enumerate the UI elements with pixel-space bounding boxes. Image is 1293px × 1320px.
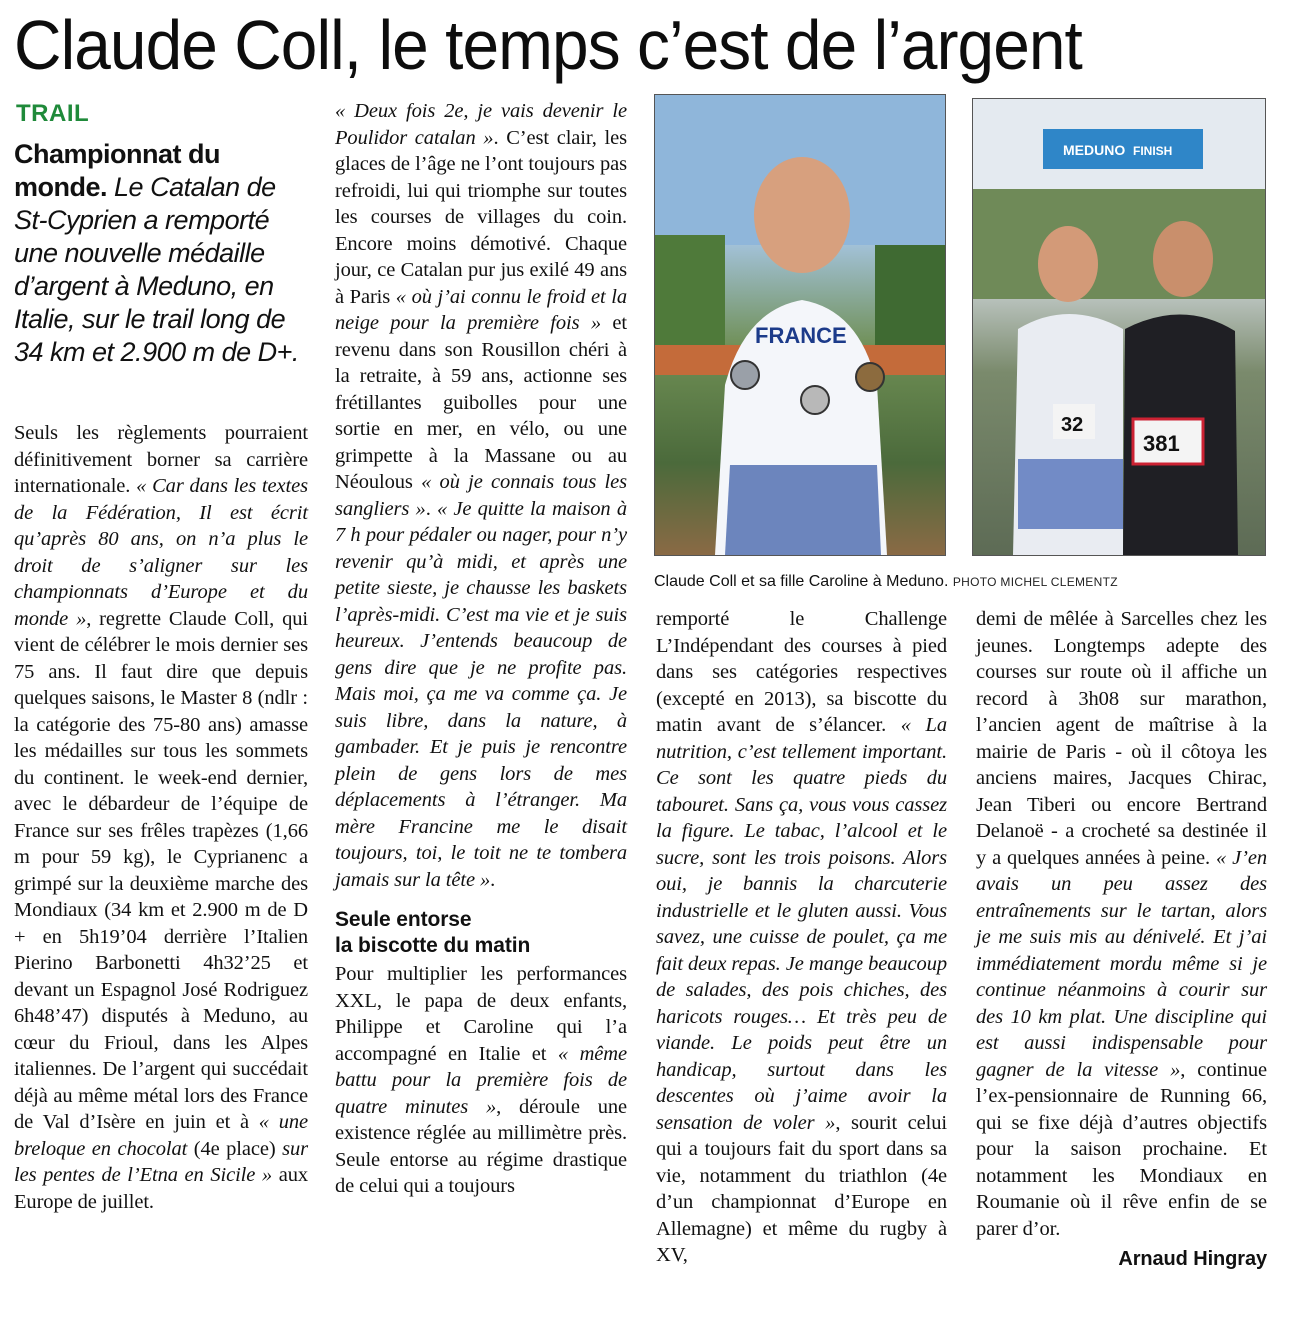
photo-claude-coll-and-caroline xyxy=(972,98,1266,556)
quote: « J’en avais un peu assez des entraînements sur le tartan, alors je me suis mis au dénivelé. Et j’ai immédiatement mordu même si je continue néanmoins à courir sur des 10 km plat. Une discipline qui est aussi indispensable pour gagner de la vitesse » xyxy=(976,846,1267,1081)
text-run: . C’est clair, les glaces de l’âge ne l’ont toujours pas refroidi, lui qui triomphe sur toutes les courses de villages du coin. Encore moins démotivé. Chaque jour, ce Catalan pur jus exilé 49 ans à Paris xyxy=(335,126,627,308)
text-run: , déroule une existence réglée au millimètre près. Seule entorse au régime drastique de celui qui a toujours xyxy=(335,1095,627,1197)
arch-text: MEDUNO xyxy=(1063,142,1126,158)
subheading-line: Seule entorse xyxy=(335,908,472,931)
article-column-3 xyxy=(656,606,947,1269)
paragraph xyxy=(335,961,627,1200)
text-run: Pour multiplier les performances XXL, le papa de deux enfants, Philippe et Caroline qui l’a accompagné en Italie et xyxy=(335,963,627,1065)
article-column-4 xyxy=(976,606,1267,1273)
headline: Claude Coll, le temps c’est de l’argent xyxy=(14,6,1082,84)
author-signature: Arnaud Hingray xyxy=(1118,1248,1267,1270)
standfirst xyxy=(14,138,314,369)
text-run: (4e place) xyxy=(187,1137,283,1160)
quote: « où j’ai connu le froid et la neige pour la première fois » xyxy=(335,285,627,334)
photo-illustration xyxy=(973,99,1265,555)
subheading xyxy=(335,907,627,959)
shirt-text: FRANCE xyxy=(755,323,847,348)
text-run: , regrette Claude Coll, qui vient de célébrer le mois dernier ses 75 ans. Il faut dire que depuis quelques saisons, le Master 8 (ndlr : la catégorie des 75-80 ans) amasse les médailles sur tous les sommets du continent. le week-end dernier, avec le débardeur de l’équipe de France sur ses frêles trapèzes (1,66 m pour 59 kg), le Cyprianenc a grimpé sur la deuxième marche des Mondiaux (34 km et 2.900 m de D + en 5h19’04 derrière l’Italien Pierino Barbonetti 4h32’25 et devant un Espagnol José Rodriguez 6h48’47) disputés à Meduno, au cœur du Frioul, dans les Alpes italiennes. De l’argent qui succédait déjà au même métal lors des France de Val d’Isère en juin et à xyxy=(14,607,308,1133)
text-run: et revenu dans son Rousillon chéri à la retraite, à 59 ans, actionne ses frétillantes guibolles pour une sortie en mer, en vélo, ou une grimpette à la Massane ou au Néoulous xyxy=(335,312,627,493)
standfirst-text: Le Catalan de St-Cyprien a remporté une nouvelle médaille d’argent à Meduno, en Italie, sur le trail long de 34 km et 2.900 m de D+. xyxy=(14,172,299,367)
photo-illustration xyxy=(655,95,945,555)
text-run: remporté le Challenge L’Indépendant des courses à pied dans ses catégories respectives (excepté en 2013), sa biscotte du matin avant de s’élancer. xyxy=(656,608,947,736)
text-run: aux Europe de juillet. xyxy=(14,1164,308,1213)
text-run: , sourit celui qui a toujours fait du sport dans sa vie, notamment du triathlon (4e d’un championnat d’Europe en Allemagne) et même du rugby à XV, xyxy=(656,1111,947,1266)
section-kicker: TRAIL xyxy=(16,100,90,127)
text-run: demi de mêlée à Sarcelles chez les jeunes. Longtemps adepte des courses sur route où il affiche un record à 3h08 sur marathon, l’ancien agent de maîtrise à la mairie de Paris - où il côtoya les anciens maires, Jacques Chirac, Jean Tiberi ou encore Bertrand Delanoë - a crocheté sa destinée il y a quelques années à peine. xyxy=(976,608,1267,869)
text-run: . xyxy=(425,497,437,520)
subheading-line: la biscotte du matin xyxy=(335,934,531,957)
bib-number-partial: 32 xyxy=(1061,414,1084,436)
article-column-2 xyxy=(335,98,627,1200)
quote: « Je quitte la maison à 7 h pour pédaler ou nager, pour n’y revenir qu’à midi, et après une petite sieste, je chausse les baskets l’après-midi. C’est ma vie et je suis heureux. J’entends beaucoup de gens dire que je ne profite pas. Mais moi, ça me va comme ça. Je suis libre, dans la nature, à gambader. Et je puis je rencontre plein de gens lors de mes déplacements à l’étranger. Ma mère Francine me le disait toujours, toi, le toit ne te tombera jamais sur la tête » xyxy=(335,497,627,891)
quote: sur les pentes de l’Etna en Sicile » xyxy=(14,1137,308,1186)
text-run: Seuls les règlements pourraient définitivement borner sa carrière internationale. xyxy=(14,422,308,497)
finish-text: FINISH xyxy=(1133,144,1173,158)
quote: « Deux fois 2e, je vais devenir le Poulidor catalan » xyxy=(335,100,627,149)
standfirst-lead: Championnat du monde. xyxy=(14,139,220,202)
text-run: , continue l’ex-pensionnaire de Running 66, qui se fixe déjà d’autres objectifs pour la saison prochaine. Et notamment les Mondiaux en Roumanie où il rêve enfin de se parer d’or. xyxy=(976,1058,1267,1240)
bib-number: 381 xyxy=(1143,431,1180,456)
caption-text: Claude Coll et sa fille Caroline à Meduno. xyxy=(654,573,949,590)
quote: « Car dans les textes de la Fédération, Il est écrit qu’après 80 ans, on n’a plus le droit de s’aligner sur les championnats d’Europe et du monde » xyxy=(14,475,308,630)
photo-caption xyxy=(654,573,1274,591)
paragraph xyxy=(976,606,1267,1242)
quote: « même battu pour la première fois de quatre minutes » xyxy=(335,1042,627,1118)
quote: « où je connais tous les sangliers » xyxy=(335,471,627,520)
article-column-1 xyxy=(14,420,308,1215)
paragraph xyxy=(656,606,947,1269)
paragraph xyxy=(335,98,627,893)
photo-claude-coll-medals xyxy=(654,94,946,556)
paragraph xyxy=(14,420,308,1215)
text-run: . xyxy=(490,868,496,891)
photo-credit: PHOTO MICHEL CLEMENTZ xyxy=(952,575,1118,589)
quote: « La nutrition, c’est tellement important. Ce sont les quatre pieds du tabouret. Sans ça, vous vous cassez la figure. Le tabac, l’alcool et le sucre, sont les trois poisons. Alors oui, je bannis la charcuterie industrielle et le gluten aussi. Vous savez, une cuisse de poulet, ça me fait deux repas. Je mange beaucoup de salades, des pois chiches, des haricots rouges… Et très peu de viande. Le poids peut être un handicap, surtout dans les descentes où j’aime avoir la sensation de voler » xyxy=(656,714,947,1134)
quote: « une breloque en chocolat xyxy=(14,1111,309,1160)
